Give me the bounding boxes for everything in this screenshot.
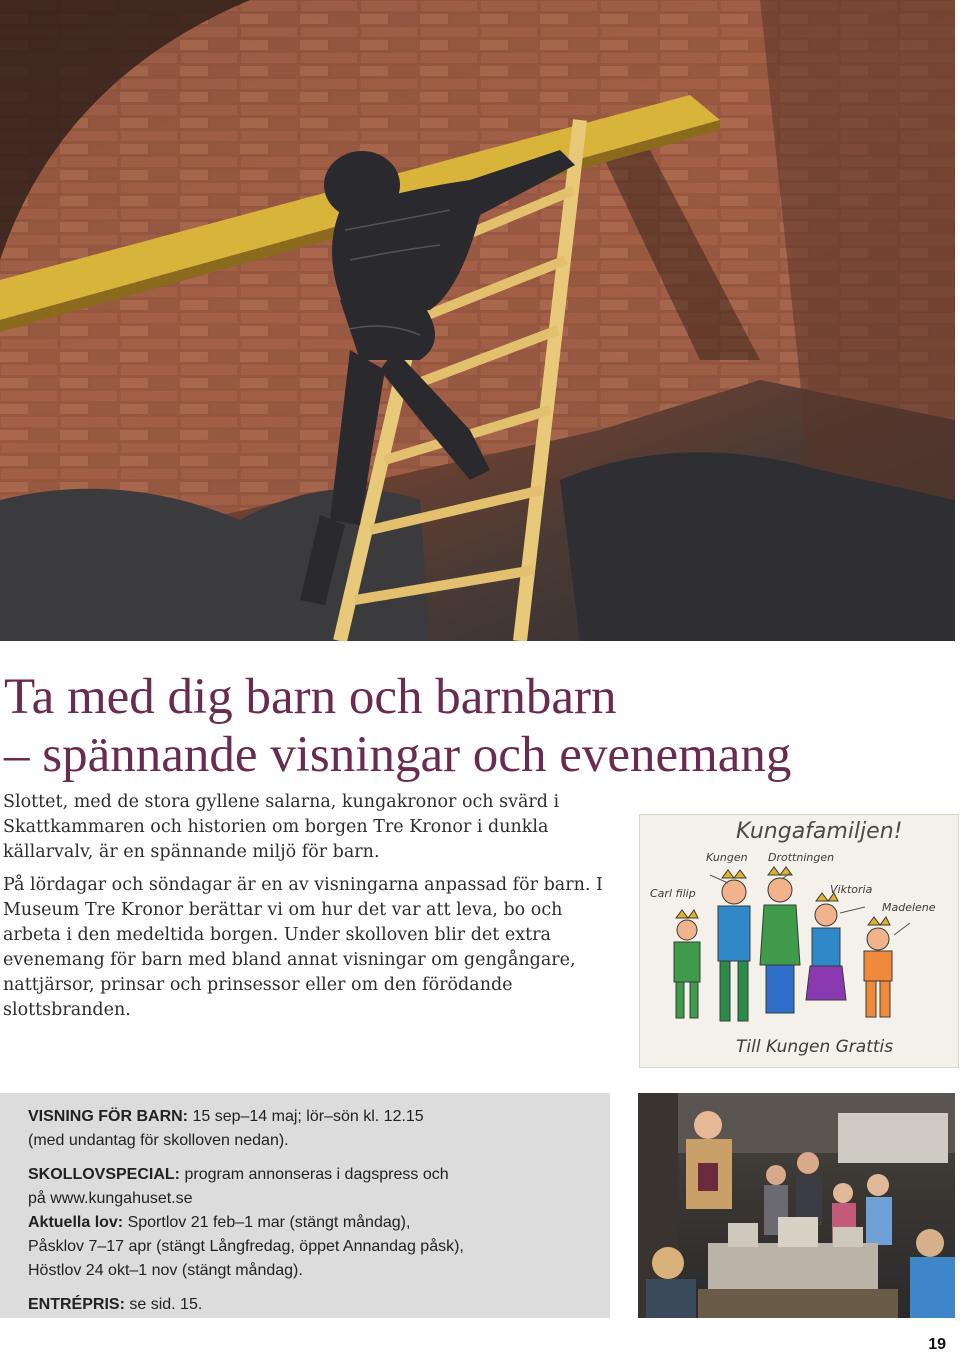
- body-paragraph-2: På lördagar och söndagar är en av visningarna anpassad för barn. I Museum Tre Kronor berättar vi om hur det var att leva, bo och arbeta i den medeltida borgen. Under skolloven blir det extra evenemang för barn med bland annat visningar om gengångare, nattjärsor, prinsar och prinsessor eller om den förödande slottsbranden.: [3, 875, 603, 1020]
- lov-line-2: Påsklov 7–17 apr (stängt Långfredag, öppet Annandag påsk),: [28, 1238, 464, 1255]
- skollov-line: [28, 1163, 610, 1187]
- skollov-text: program annonseras i dagspress och: [180, 1166, 449, 1183]
- pris-label: ENTRÉPRIS:: [28, 1296, 125, 1313]
- guide-and-children-illustration: [638, 1093, 955, 1318]
- drawing-label-viktoria: Viktoria: [830, 883, 873, 896]
- page-number: 19: [928, 1336, 946, 1353]
- drawing-label-kungen: Kungen: [706, 851, 748, 864]
- info-box: [0, 1093, 610, 1318]
- drawing-label-madelene: Madelene: [882, 901, 936, 914]
- knight-on-ladder-illustration: [0, 0, 955, 641]
- visning-label: VISNING FÖR BARN:: [28, 1108, 188, 1125]
- child-drawing: [639, 814, 959, 1068]
- drawing-label-carl-filip: Carl filip: [650, 887, 696, 900]
- visning-note: (med undantag för skolloven nedan).: [28, 1132, 289, 1149]
- pris-line: [28, 1293, 610, 1317]
- skollov-label: SKOLLOVSPECIAL:: [28, 1166, 181, 1183]
- title-line-2: – spännande visningar och evenemang: [4, 727, 792, 783]
- lov-label: Aktuella lov:: [28, 1214, 124, 1231]
- drawing-heading: Kungafamiljen!: [736, 819, 903, 844]
- guide-children-photo: [638, 1093, 955, 1318]
- visning-line: [28, 1105, 610, 1129]
- lov-line: [28, 1211, 610, 1235]
- hero-photo: [0, 0, 955, 641]
- page-title: [4, 668, 954, 784]
- lov-text: Sportlov 21 feb–1 mar (stängt måndag),: [123, 1214, 411, 1231]
- pris-text: se sid. 15.: [124, 1296, 203, 1313]
- title-line-1: Ta med dig barn och barnbarn: [4, 669, 617, 725]
- article-body: [3, 790, 621, 1031]
- visning-text: 15 sep–14 maj; lör–sön kl. 12.15: [188, 1108, 424, 1125]
- body-paragraph-1: Slottet, med de stora gyllene salarna, kungakronor och svärd i Skattkammaren och historien om borgen Tre Kronor i dunkla källarvalv, är en spännande miljö för barn.: [3, 792, 560, 862]
- lov-line-3: Höstlov 24 okt–1 nov (stängt måndag).: [28, 1262, 303, 1279]
- drawing-label-drottningen: Drottningen: [768, 851, 835, 864]
- skollov-link-line: på www.kungahuset.se: [28, 1190, 193, 1207]
- drawing-footer: Till Kungen Grattis: [736, 1037, 894, 1057]
